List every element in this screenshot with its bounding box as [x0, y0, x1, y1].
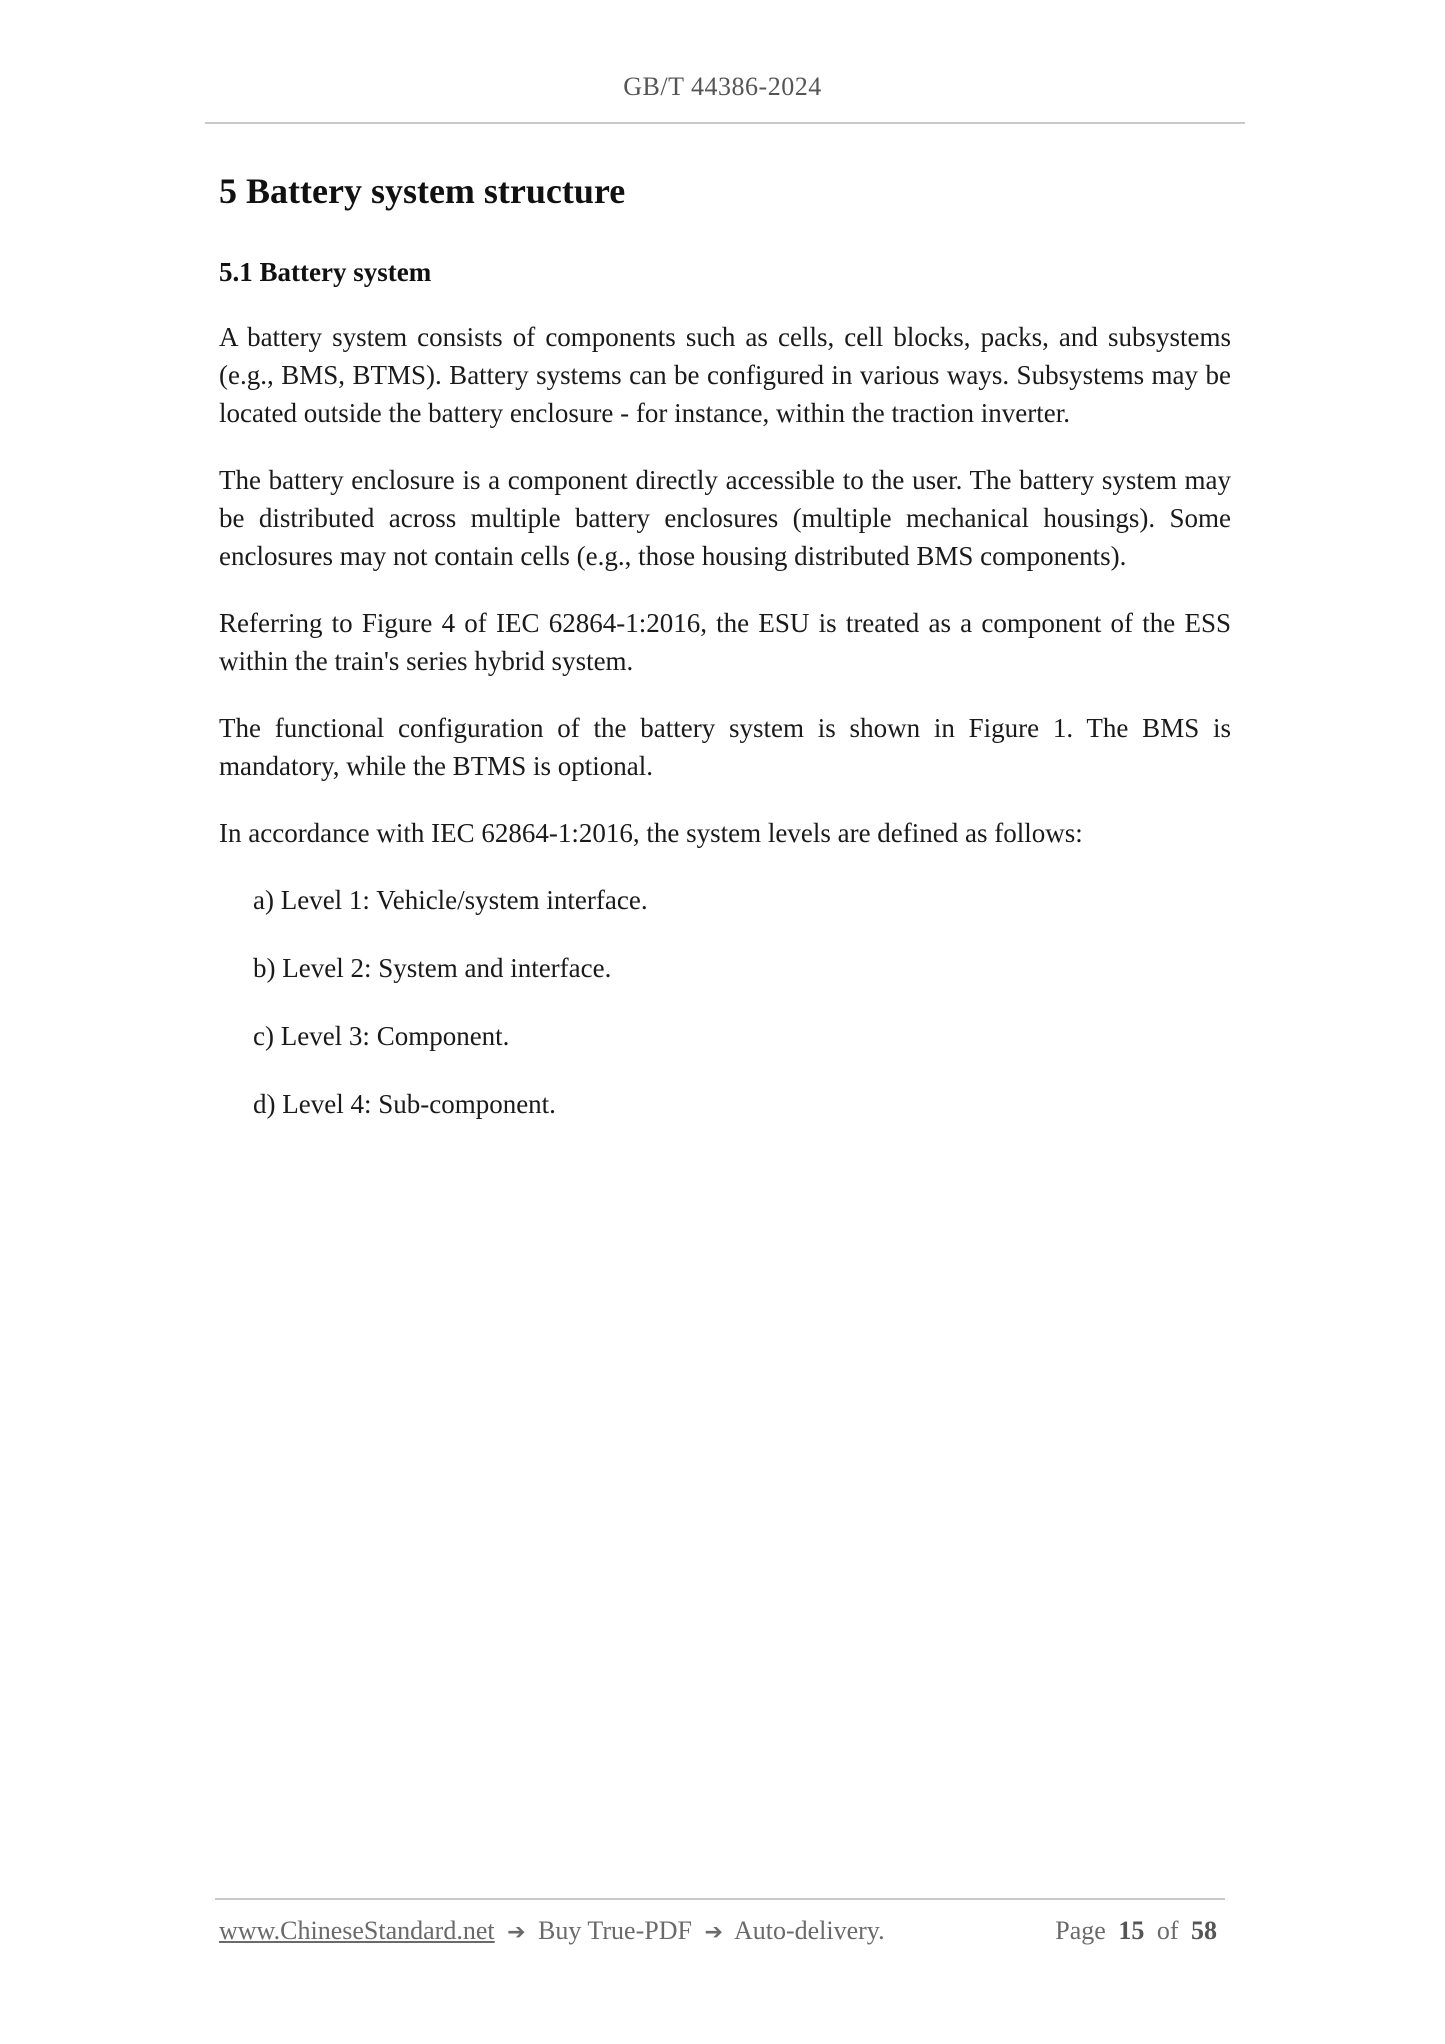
right-arrow-icon: ➔ [704, 1920, 723, 1945]
system-levels-list [219, 881, 1231, 1123]
paragraph-battery-enclosure: The battery enclosure is a component directly accessible to the user. The battery system may be distributed across multiple battery enclosures (multiple mechanical housings). Some enclosures may not contain cells (e.g., those housing distributed BMS components). [219, 464, 1231, 571]
paragraph-system-levels-intro: In accordance with IEC 62864-1:2016, the system levels are defined as follows: [219, 817, 1083, 848]
list-item-level-3: c) Level 3: Component. [253, 1020, 510, 1051]
subsection-heading: 5.1 Battery system [219, 256, 432, 287]
page-label: Page [1055, 1916, 1106, 1945]
page-footer [219, 1916, 1223, 1946]
paragraph-battery-system-components: A battery system consists of components such as cells, cell blocks, packs, and subsystems (e.g., BMS, BTMS). Battery systems can be configured in various ways. Subsystems may be located outside the battery enclosure - for instance, within the traction inverter. [219, 321, 1231, 428]
total-pages: 58 [1191, 1916, 1217, 1945]
paragraph-esu-reference: Referring to Figure 4 of IEC 62864-1:2016, the ESU is treated as a component of the ESS within the train's series hybrid system. [219, 607, 1231, 676]
list-item-level-4: d) Level 4: Sub-component. [253, 1088, 556, 1119]
header-divider [205, 122, 1245, 124]
page-content [219, 168, 1231, 1153]
footer-divider [215, 1898, 1225, 1900]
page-number: 15 [1118, 1916, 1145, 1945]
list-item-level-1: a) Level 1: Vehicle/system interface. [253, 884, 648, 915]
of-label: of [1156, 1916, 1179, 1945]
section-heading: 5 Battery system structure [219, 171, 626, 211]
buy-text: Buy True-PDF [538, 1916, 692, 1945]
website-link[interactable]: www.ChineseStandard.net [219, 1916, 495, 1945]
page-counter [1055, 1916, 1223, 1946]
footer-promo [219, 1916, 885, 1946]
delivery-text: Auto-delivery. [733, 1916, 885, 1945]
right-arrow-icon: ➔ [507, 1920, 526, 1945]
paragraph-functional-configuration: The functional configuration of the battery system is shown in Figure 1. The BMS is mandatory, while the BTMS is optional. [219, 712, 1231, 781]
list-item-level-2: b) Level 2: System and interface. [253, 952, 612, 983]
document-code-header: GB/T 44386-2024 [623, 72, 822, 101]
